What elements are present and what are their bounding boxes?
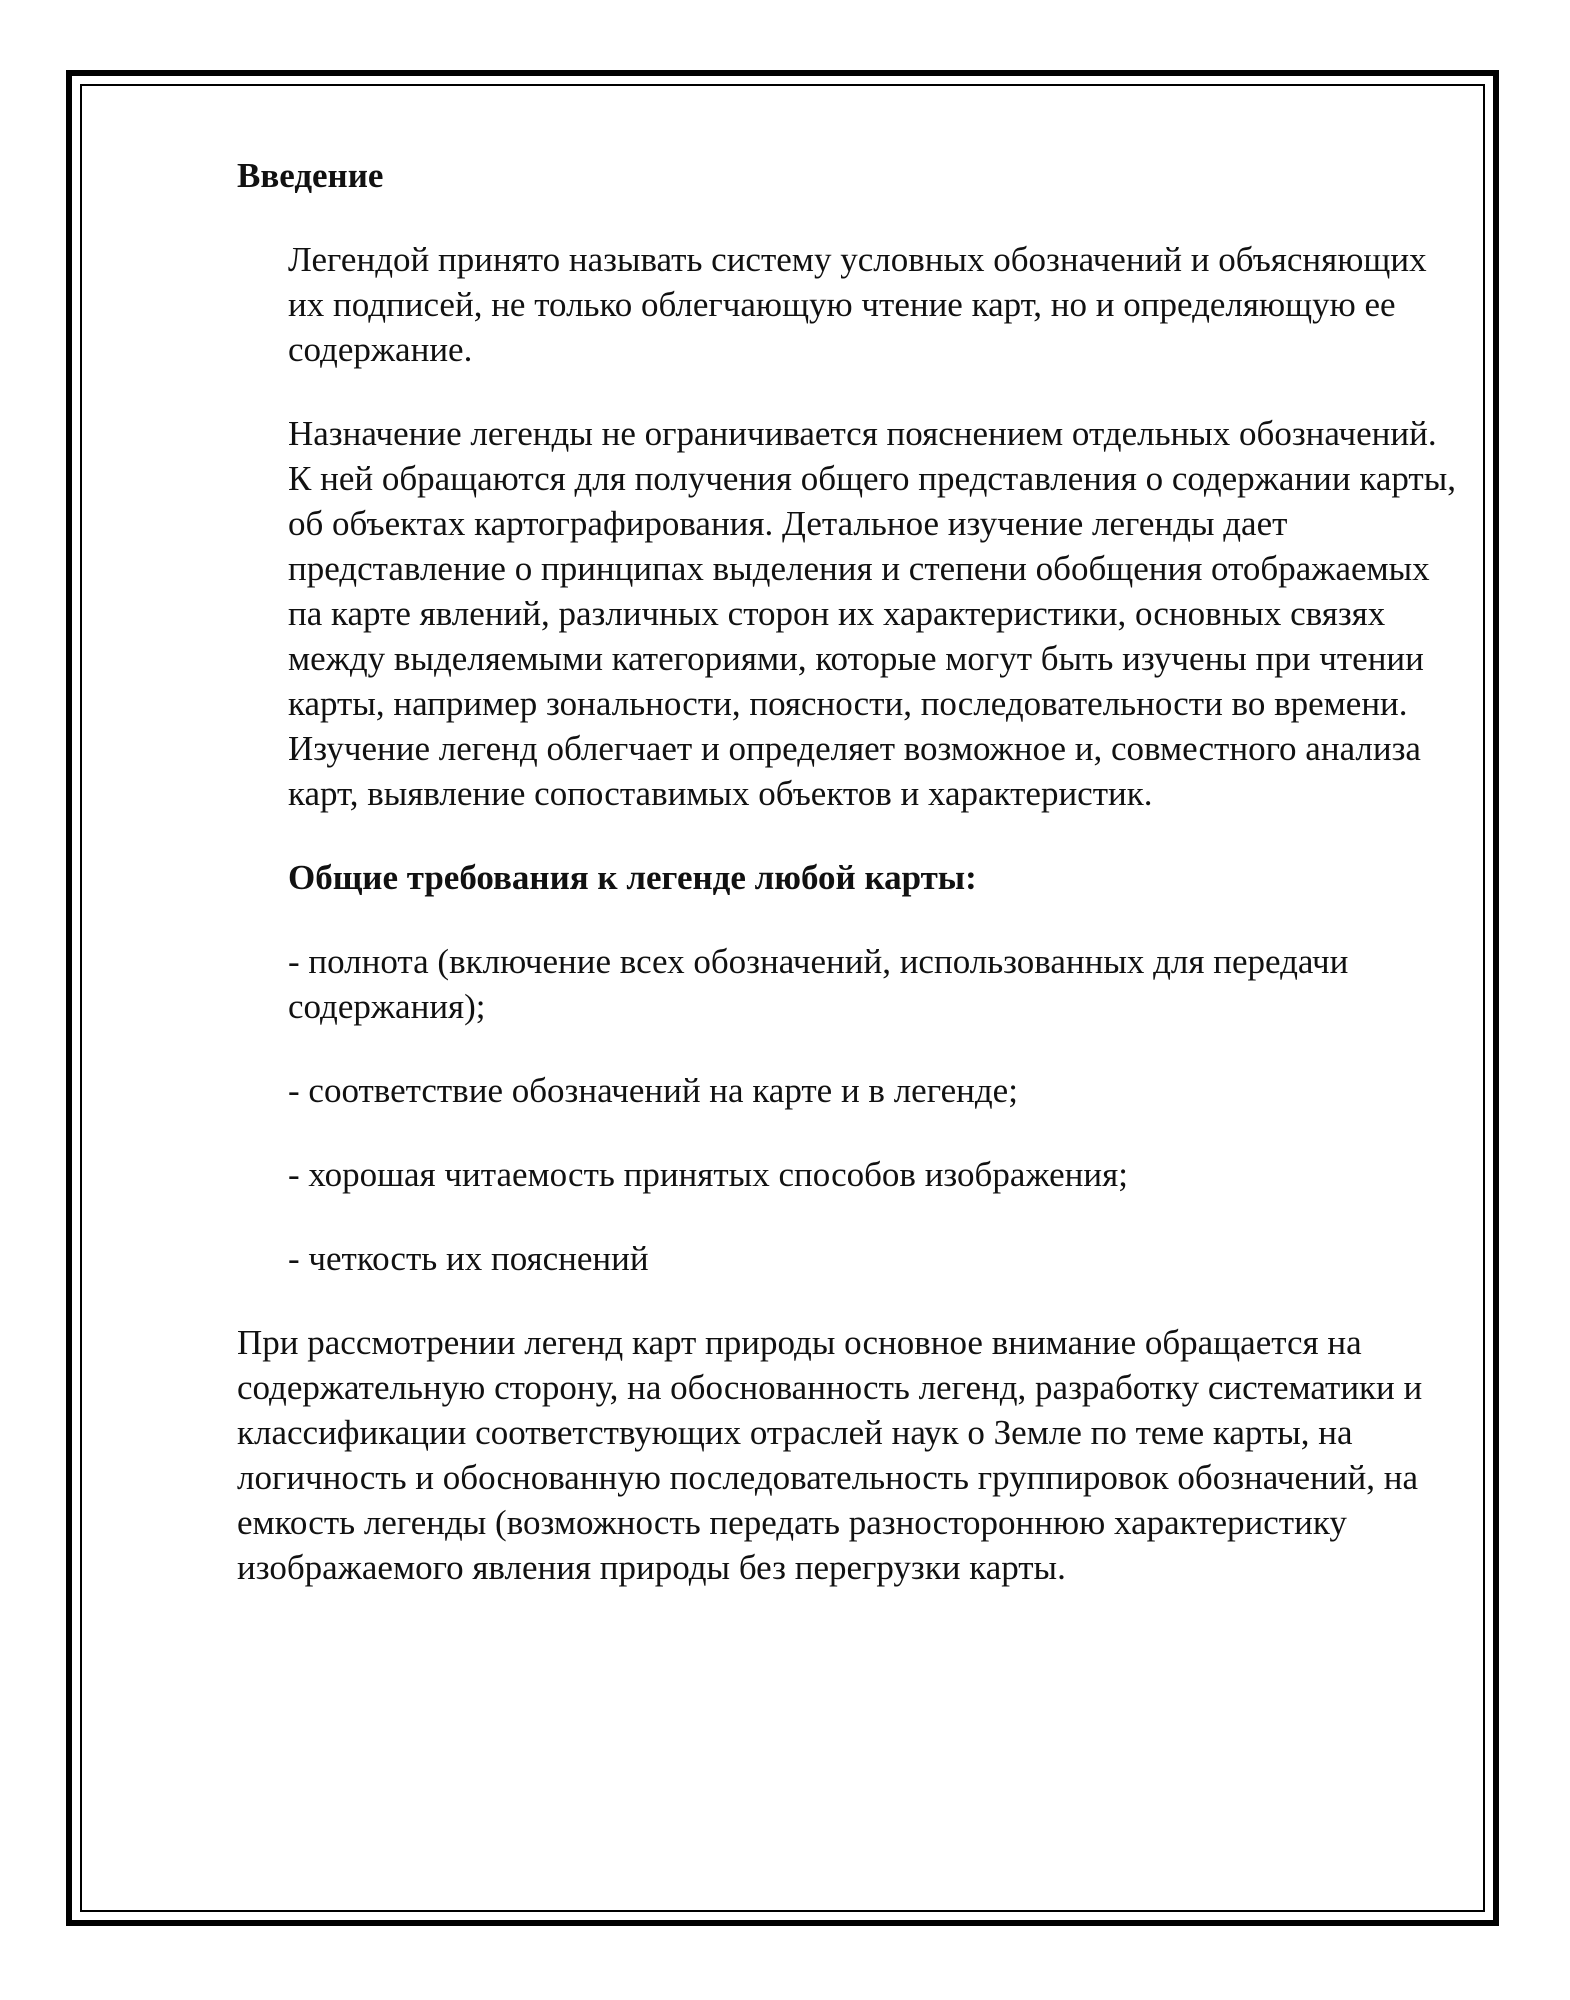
- list-item: - хорошая читаемость принятых способов изображения;: [288, 1155, 1128, 1194]
- list-item: - полнота (включение всех обозначений, использованных для передачи содержания);: [288, 942, 1349, 1026]
- section-heading: Введение: [237, 156, 384, 195]
- paragraph-purpose: Назначение легенды не ограничивается пояснением отдельных обозначений. К ней обращаются для получения общего представления о содержании карты, об объектах картографирования. Детальное изучение легенды дает представление о принципах выделения и степени обобщения отображаемых па карте явлений, различных сторон их характеристики, основных связях между выделяемыми категориями, которые могут быть изучены при чтении карты, например зональности, поясности, последовательности во времени. Изучение легенд облегчает и определяет возможное и, совместного анализа карт, выявление сопоставимых объектов и характеристик.: [288, 414, 1456, 813]
- document-body: [237, 153, 1457, 1590]
- paragraph-definition: Легендой принято называть систему условных обозначений и объясняющих их подписей, не только облегчающую чтение карт, но и определяющую ее содержание.: [288, 240, 1427, 369]
- list-item: - соответствие обозначений на карте и в легенде;: [288, 1071, 1018, 1110]
- list-item: - четкость их пояснений: [288, 1239, 649, 1278]
- paragraph-closing: При рассмотрении легенд карт природы основное внимание обращается на содержательную сторону, на обоснованность легенд, разработку систематики и классификации соответствующих отраслей наук о Земле по теме карты, на логичность и обоснованную последовательность группировок обозначений, на емкость легенды (возможность передать разностороннюю характеристику изображаемого явления природы без перегрузки карты.: [237, 1323, 1423, 1587]
- requirements-heading: Общие требования к легенде любой карты:: [288, 858, 977, 897]
- requirements-list: [288, 939, 1457, 1281]
- indented-block: [288, 237, 1457, 1281]
